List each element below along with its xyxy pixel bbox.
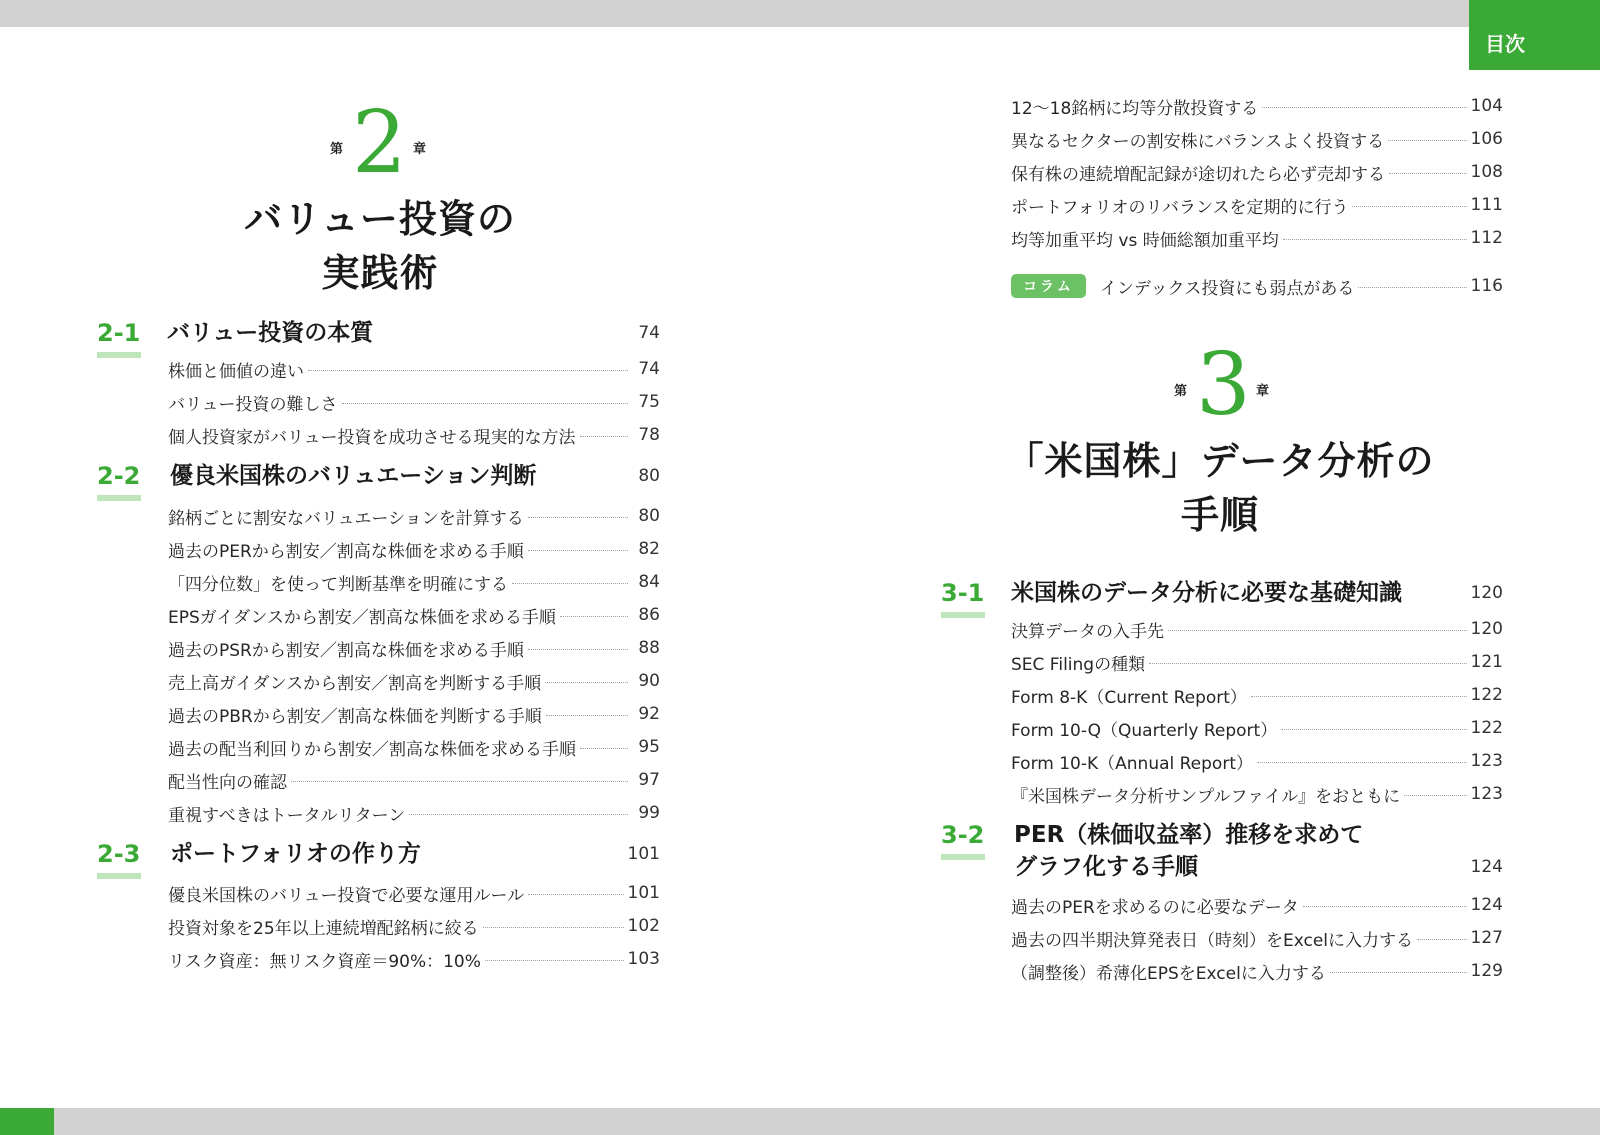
toc-item[interactable]: Form 10-K（Annual Report） 123 (1011, 751, 1503, 774)
toc-item[interactable]: Form 10-Q（Quarterly Report） 122 (1011, 718, 1503, 741)
toc-item[interactable]: 投資対象を25年以上連続増配銘柄に絞る 102 (168, 916, 660, 939)
section-page: 124 (1470, 857, 1503, 877)
toc-item[interactable]: 配当性向の確認 97 (168, 770, 660, 793)
toc-item[interactable]: 重視すべきはトータルリターン 99 (168, 803, 660, 826)
section-number: 2-2 (97, 462, 141, 490)
toc-item[interactable]: 過去のPSRから割安／割高な株価を求める手順 88 (168, 638, 660, 661)
toc-item[interactable]: （調整後）希薄化EPSをExcelに入力する 129 (1011, 961, 1503, 984)
toc-tab: 目次 (1469, 0, 1600, 70)
section-2-2[interactable] (97, 461, 660, 501)
toc-item[interactable]: 過去の四半期決算発表日（時刻）をExcelに入力する 127 (1011, 928, 1503, 951)
toc-item[interactable]: 12～18銘柄に均等分散投資する 104 (1011, 96, 1503, 119)
toc-item[interactable]: 過去のPERから割安／割高な株価を求める手順 82 (168, 539, 660, 562)
section-number: 2-3 (97, 840, 141, 868)
section-3-2[interactable] (941, 820, 1503, 884)
toc-item[interactable]: 決算データの入手先 120 (1011, 619, 1503, 642)
chapter-3-sho: 章 (1256, 384, 1270, 399)
chapter-2-title-line1: バリュー投資の (244, 197, 516, 241)
section-number: 3-2 (941, 821, 985, 849)
section-title: バリュー投資の本質 (167, 320, 374, 346)
toc-item[interactable]: ポートフォリオのリバランスを定期的に行う 111 (1011, 195, 1503, 218)
section-page: 101 (627, 844, 660, 864)
toc-item[interactable]: 均等加重平均 vs 時価総額加重平均 112 (1011, 228, 1503, 251)
section-number: 2-1 (97, 319, 141, 347)
toc-item[interactable]: 株価と価値の違い 74 (168, 359, 660, 382)
chapter-2-dai: 第 (330, 142, 344, 157)
toc-item[interactable]: 異なるセクターの割安株にバランスよく投資する 106 (1011, 129, 1503, 152)
toc-item[interactable]: 優良米国株のバリュー投資で必要な運用ルール 101 (168, 883, 660, 906)
toc-item[interactable]: SEC Filingの種類 121 (1011, 652, 1503, 675)
toc-item[interactable]: 過去の配当利回りから割安／割高な株価を求める手順 95 (168, 737, 660, 760)
toc-item[interactable]: 『米国株データ分析サンプルファイル』をおともに 123 (1011, 784, 1503, 807)
toc-item[interactable]: 保有株の連続増配記録が途切れたら必ず売却する 108 (1011, 162, 1503, 185)
chapter-3-heading (960, 335, 1480, 542)
section-title-line1: PER（株価収益率）推移を求めて (1014, 822, 1364, 848)
chapter-3-title-line1: 「米国株」データ分析の (1005, 439, 1435, 483)
chapter-3-number: 3 (1196, 335, 1251, 435)
toc-item[interactable]: Form 8-K（Current Report） 122 (1011, 685, 1503, 708)
chapter-2-title-line2: 実践術 (321, 251, 439, 295)
toc-item[interactable]: 「四分位数」を使って判断基準を明確にする 84 (168, 572, 660, 595)
section-2-3[interactable] (97, 839, 660, 879)
chapter-2-heading (205, 93, 555, 300)
top-bar (0, 0, 1600, 27)
chapter-2-sho: 章 (413, 142, 427, 157)
toc-item[interactable]: 売上高ガイダンスから割安／割高を判断する手順 90 (168, 671, 660, 694)
section-title: 米国株のデータ分析に必要な基礎知識 (1011, 580, 1402, 606)
section-title: 優良米国株のバリュエーション判断 (170, 463, 537, 489)
chapter-3-title-line2: 手順 (1180, 493, 1259, 537)
section-page: 120 (1470, 583, 1503, 603)
section-page: 74 (638, 323, 660, 343)
toc-item[interactable]: EPSガイダンスから割安／割高な株価を求める手順 86 (168, 605, 660, 628)
toc-item[interactable]: 個人投資家がバリュー投資を成功させる現実的な方法 78 (168, 425, 660, 448)
chapter-2-number: 2 (352, 93, 407, 193)
toc-item[interactable]: リスク資産：無リスク資産＝90%：10% 103 (168, 949, 660, 972)
toc-item[interactable]: 過去のPBRから割安／割高な株価を判断する手順 92 (168, 704, 660, 727)
chapter-3-dai: 第 (1174, 384, 1188, 399)
section-title-line2: グラフ化する手順 (1014, 854, 1198, 880)
toc-item[interactable]: バリュー投資の難しさ 75 (168, 392, 660, 415)
section-number: 3-1 (941, 579, 985, 607)
section-page: 80 (638, 466, 660, 486)
bottom-accent (0, 1108, 54, 1135)
section-3-1[interactable] (941, 578, 1503, 618)
toc-item[interactable]: 銘柄ごとに割安なバリュエーションを計算する 80 (168, 506, 660, 529)
column-item[interactable]: コラム インデックス投資にも弱点がある 116 (1011, 273, 1503, 299)
column-badge: コラム (1011, 274, 1086, 298)
section-title: ポートフォリオの作り方 (170, 841, 421, 867)
toc-item[interactable]: 過去のPERを求めるのに必要なデータ 124 (1011, 895, 1503, 918)
bottom-bar (0, 1108, 1600, 1135)
section-2-1[interactable] (97, 318, 660, 358)
